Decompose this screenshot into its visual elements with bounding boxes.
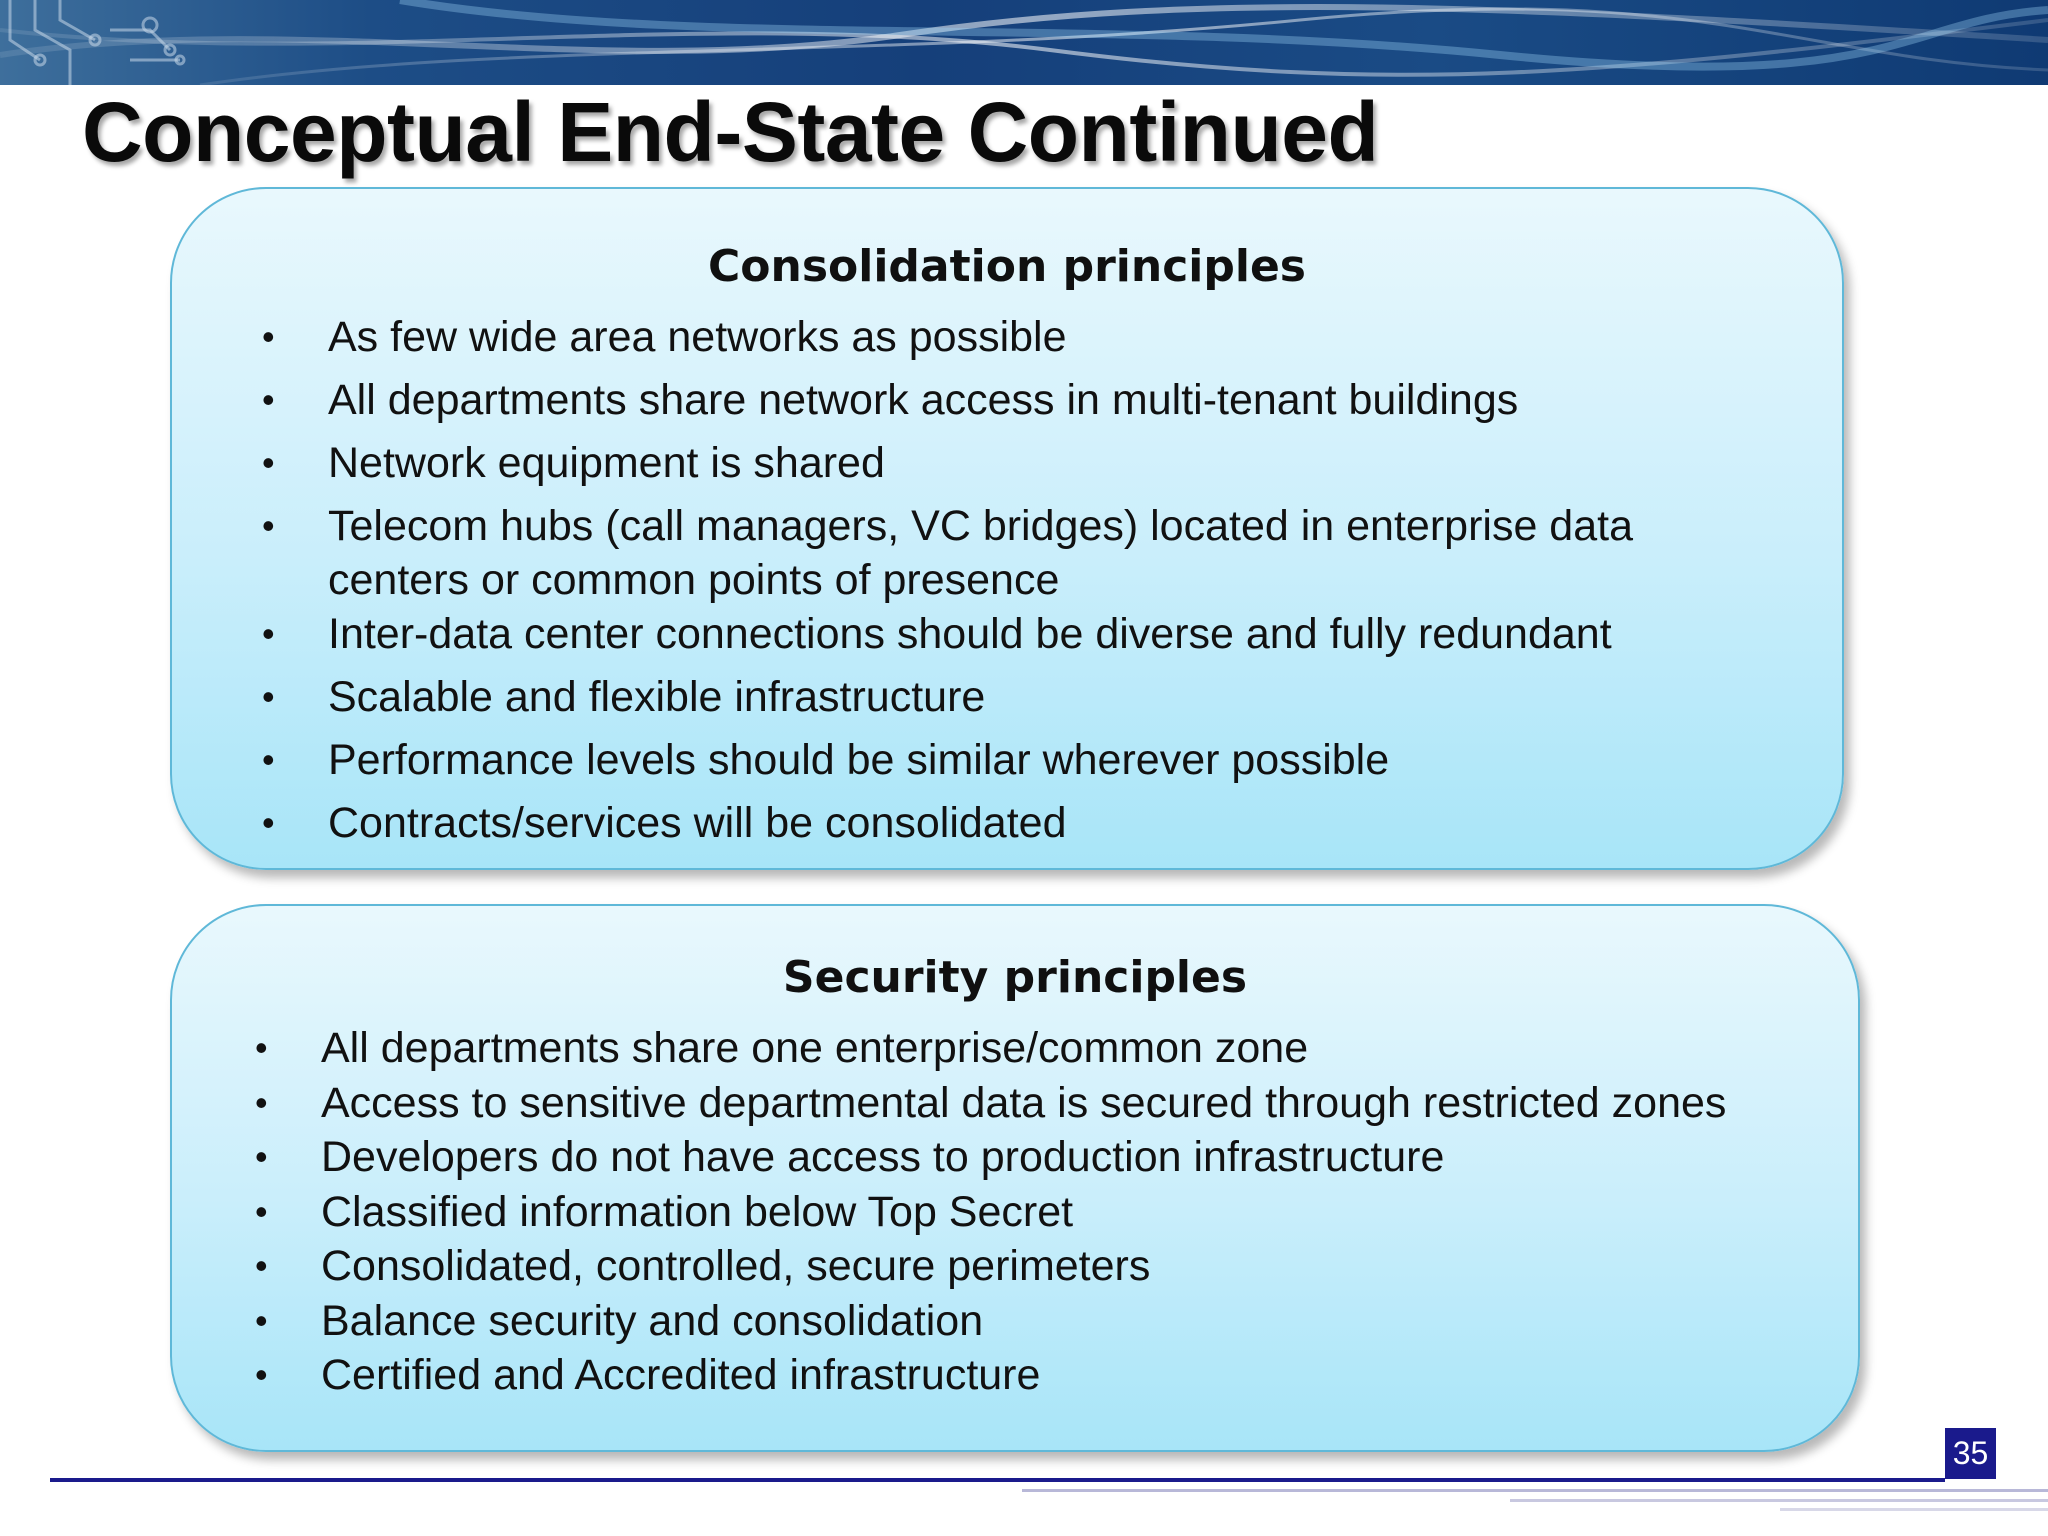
consolidation-item-text: As few wide area networks as possible [328,313,1067,361]
bullet-icon: • [262,379,275,420]
bullet-icon: • [255,1027,268,1068]
consolidation-item-text-cont: centers or common points of presence [328,556,1060,604]
security-item [255,1131,1444,1183]
bullet-icon: • [262,613,275,654]
footer-rule-light-3 [1780,1508,2048,1511]
page-number: 35 [1945,1428,1996,1479]
footer-rule-light-1 [1022,1489,2048,1492]
consolidation-item-text: Performance levels should be similar wherever possible [328,736,1390,784]
consolidation-item-text: Contracts/services will be consolidated [328,799,1067,847]
bullet-icon: • [255,1245,268,1286]
consolidation-item-text: All departments share network access in multi-tenant buildings [328,376,1519,424]
consolidation-heading: Consolidation principles [708,241,1306,292]
consolidation-item [262,436,885,490]
security-item [255,1077,1726,1129]
consolidation-item [262,310,1067,364]
security-item-text: Certified and Accredited infrastructure [321,1351,1041,1399]
security-item-text: Balance security and consolidation [321,1296,984,1345]
security-item-text: Access to sensitive departmental data is secured through restricted zones [321,1078,1727,1127]
bullet-icon: • [262,316,275,357]
consolidation-item-text: Scalable and flexible infrastructure [328,673,986,721]
security-item-text: All departments share one enterprise/common zone [321,1024,1309,1072]
bullet-icon: • [262,739,275,780]
bullet-icon: • [255,1136,268,1177]
bullet-icon: • [262,505,275,546]
consolidation-item [262,733,1389,787]
security-item [255,1186,1073,1238]
security-item [255,1295,983,1347]
bullet-icon: • [255,1190,268,1232]
bullet-icon: • [255,1081,268,1123]
footer-rule-light-2 [1510,1499,2048,1502]
bullet-icon: • [262,442,275,483]
security-item-text: Developers do not have access to production infrastructure [321,1133,1445,1181]
consolidation-item-text: Inter-data center connections should be diverse and fully redundant [328,610,1612,658]
consolidation-item-text: Telecom hubs (call managers, VC bridges) located in enterprise data [328,502,1633,550]
security-item [255,1349,1040,1401]
footer-rule-dark [50,1478,1945,1482]
consolidation-item [262,607,1612,661]
consolidation-item [262,670,985,724]
bullet-icon: • [255,1354,268,1395]
header-banner [0,0,2048,85]
circuit-wave-graphic [0,0,2048,85]
security-item [255,1022,1308,1074]
consolidation-item [262,373,1518,427]
bullet-icon: • [262,802,275,843]
security-heading: Security principles [782,952,1248,1003]
consolidation-item [262,499,1633,607]
consolidation-item-text: Network equipment is shared [328,439,885,487]
slide-title: Conceptual End-State Continued [82,85,1379,179]
bullet-icon: • [262,676,275,717]
security-item-text: Consolidated, controlled, secure perimeters [321,1242,1151,1290]
consolidation-item [262,796,1067,850]
bullet-icon: • [255,1299,268,1341]
security-item [255,1240,1150,1292]
security-item-text: Classified information below Top Secret [321,1187,1074,1236]
